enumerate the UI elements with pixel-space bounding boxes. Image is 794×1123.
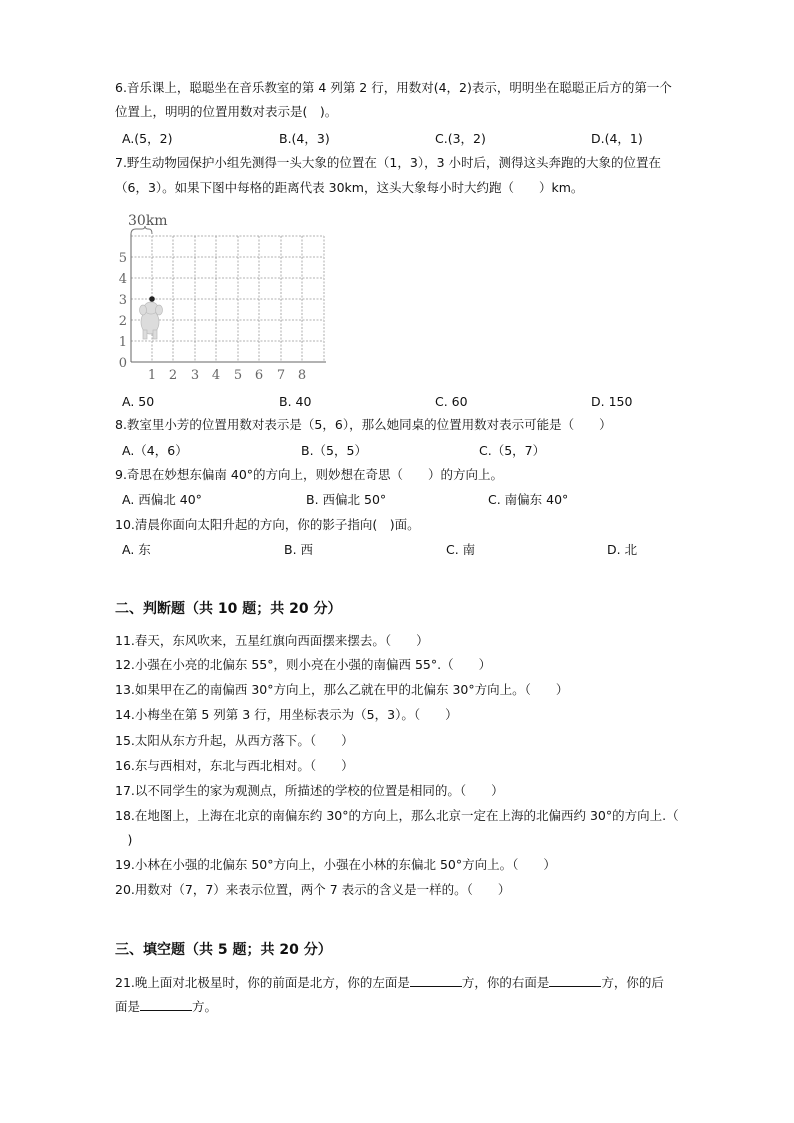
q21-text-3: 方，你的后 — [601, 975, 664, 990]
section-judgment-title: 二、判断题（共 10 题；共 20 分） — [115, 601, 342, 617]
q16-statement: 16.东与西相对，东北与西北相对。（ ） — [115, 758, 354, 773]
q21-text-4: 面是 — [115, 999, 141, 1014]
q14-statement: 14.小梅坐在第 5 列第 3 行，用坐标表示为（5，3）。（ ） — [115, 707, 458, 722]
x-tick-7: 7 — [276, 368, 286, 383]
q7-option-d: D. 150 — [591, 394, 633, 409]
q10-option-c: C. 南 — [446, 542, 476, 557]
y-tick-0: 0 — [118, 356, 127, 371]
q7-stem-line1: 7.野生动物园保护小组先测得一头大象的位置在（1，3），3 小时后，测得这头奔跑的大象的位置在 — [115, 155, 662, 170]
q8-option-a: A.（4，6） — [122, 443, 188, 458]
q15-statement: 15.太阳从东方升起，从西方落下。（ ） — [115, 733, 354, 748]
q18-statement: 18.在地图上，上海在北京的南偏东约 30°的方向上，那么北京一定在上海的北偏西约 30°的方向上.（ — [115, 808, 679, 823]
grid-lines — [131, 236, 324, 362]
q9-option-a: A. 西偏北 40° — [122, 492, 202, 507]
y-tick-5: 5 — [118, 251, 127, 266]
q9-stem: 9.奇思在妙想东偏南 40°的方向上，则妙想在奇思（ ）的方向上。 — [115, 467, 504, 482]
q21-blank-back[interactable] — [140, 998, 192, 1011]
x-tick-1: 1 — [147, 368, 157, 383]
q21-blank-left[interactable] — [410, 974, 462, 987]
q6-option-a: A.(5，2) — [122, 131, 173, 146]
y-tick-3: 3 — [118, 293, 127, 308]
q8-option-c: C.（5，7） — [479, 443, 546, 458]
q7-option-a: A. 50 — [122, 394, 155, 409]
x-tick-8: 8 — [297, 368, 307, 383]
q6-stem-line1: 6.音乐课上，聪聪坐在音乐教室的第 4 列第 2 行，用数对(4，2)表示，明明坐在聪聪正后方的第一个 — [115, 80, 672, 95]
section-fill-blank-title: 三、填空题（共 5 题；共 20 分） — [115, 942, 332, 958]
q6-option-b: B.(4，3) — [279, 131, 330, 146]
q19-statement: 19.小林在小强的北偏东 50°方向上，小强在小林的东偏北 50°方向上。（ ） — [115, 857, 556, 872]
y-tick-2: 2 — [118, 314, 127, 329]
q17-statement: 17.以不同学生的家为观测点，所描述的学校的位置是相同的。（ ） — [115, 783, 504, 798]
q7-option-c: C. 60 — [435, 394, 468, 409]
q6-option-c: C.(3，2) — [435, 131, 486, 146]
x-tick-3: 3 — [190, 368, 200, 383]
x-tick-6: 6 — [254, 368, 264, 383]
q12-statement: 12.小强在小亮的北偏东 55°，则小亮在小强的南偏西 55°.（ ） — [115, 657, 492, 672]
q7-stem-line2: （6，3）。如果下图中每格的距离代表 30km，这头大象每小时大约跑（ ）km。 — [115, 180, 584, 195]
q7-option-b: B. 40 — [279, 394, 312, 409]
x-tick-4: 4 — [211, 368, 221, 383]
q18-statement-continued: ) — [115, 832, 133, 847]
elephant-icon — [140, 302, 163, 339]
y-tick-4: 4 — [118, 272, 127, 287]
q20-statement: 20.用数对（7，7）来表示位置，两个 7 表示的含义是一样的。（ ） — [115, 882, 511, 897]
x-tick-5: 5 — [233, 368, 243, 383]
q21-text-1: 21.晚上面对北极星时，你的前面是北方，你的左面是 — [115, 975, 410, 990]
q11-statement: 11.春天，东风吹来，五星红旗向西面摆来摆去。（ ） — [115, 633, 429, 648]
q6-option-d: D.(4，1) — [591, 131, 643, 146]
q21-line1 — [115, 974, 664, 991]
q8-stem: 8.教室里小芳的位置用数对表示是（5，6），那么她同桌的位置用数对表示可能是（ ） — [115, 417, 612, 432]
scale-label: 30km — [128, 213, 168, 229]
q8-option-b: B.（5，5） — [301, 443, 367, 458]
coordinate-grid-figure — [114, 212, 334, 384]
q21-text-5: 方。 — [192, 999, 218, 1014]
q9-option-c: C. 南偏东 40° — [488, 492, 569, 507]
q21-line2 — [115, 998, 217, 1015]
q21-text-2: 方，你的右面是 — [461, 975, 550, 990]
y-tick-1: 1 — [118, 335, 127, 350]
q21-blank-right[interactable] — [549, 974, 601, 987]
elephant-position-point — [149, 296, 155, 302]
q6-stem-line2: 位置上，明明的位置用数对表示是( )。 — [115, 104, 338, 119]
q10-option-d: D. 北 — [607, 542, 638, 557]
q10-option-a: A. 东 — [122, 542, 151, 557]
q13-statement: 13.如果甲在乙的南偏西 30°方向上，那么乙就在甲的北偏东 30°方向上。（ ） — [115, 682, 569, 697]
q9-option-b: B. 西偏北 50° — [306, 492, 387, 507]
x-tick-2: 2 — [168, 368, 178, 383]
q10-option-b: B. 西 — [284, 542, 314, 557]
q10-stem: 10.清晨你面向太阳升起的方向，你的影子指向( )面。 — [115, 517, 420, 532]
